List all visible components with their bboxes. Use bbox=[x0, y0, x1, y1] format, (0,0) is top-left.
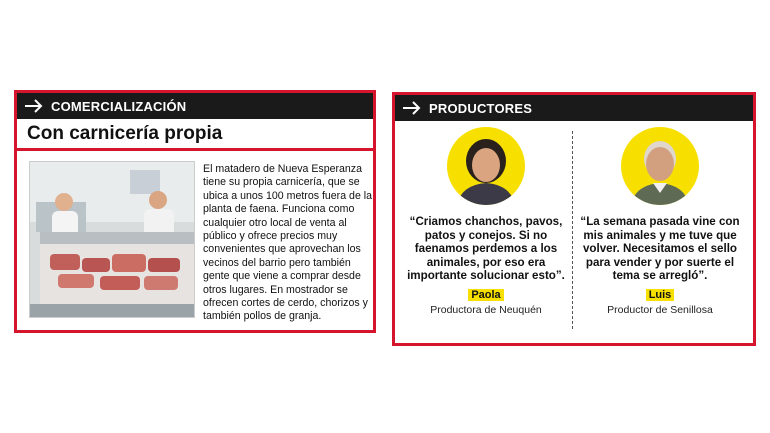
article-body: El matadero de Nueva Esperanza tiene su propia carnicería, que se ubica a unos 100 metros fuera de la planta de faena. Funciona como cualquier otro local de venta al público y ofrece precios muy convenientes que aprovechan los vecinos del barrio pero también gente que viene a comprar desde otros lugares. En mostrador se ofrecen cortes de cerdo, chorizos y también pollos de granja. bbox=[203, 163, 373, 323]
divider bbox=[17, 148, 373, 151]
avatar bbox=[447, 127, 525, 205]
producer-card bbox=[575, 127, 745, 316]
avatar bbox=[621, 127, 699, 205]
quote: “Criamos chanchos, pavos, patos y conejos. Si no faenamos perdemos a los animales, por eso era importante solucionar esto”. bbox=[407, 215, 565, 283]
arrow-right-icon bbox=[21, 93, 47, 119]
section-title: PRODUCTORES bbox=[429, 100, 533, 116]
section-bar bbox=[395, 95, 753, 121]
quote: “La semana pasada vine con mis animales y me tuve que volver. Necesitamos el sello para vender y por suerte el tema se arregló”. bbox=[580, 215, 740, 283]
comercializacion-box bbox=[14, 90, 376, 333]
person-name: Paola bbox=[468, 289, 503, 301]
section-bar bbox=[17, 93, 373, 119]
headline: Con carnicería propia bbox=[27, 123, 223, 144]
section-title: COMERCIALIZACIÓN bbox=[51, 98, 187, 114]
butcher-shop-photo bbox=[29, 161, 195, 318]
producer-card bbox=[401, 127, 571, 316]
person-name: Luis bbox=[646, 289, 675, 301]
productores-box bbox=[392, 92, 756, 346]
person-role: Productor de Senillosa bbox=[607, 303, 713, 316]
dashed-divider bbox=[572, 131, 573, 329]
person-role: Productora de Neuquén bbox=[430, 303, 542, 316]
arrow-right-icon bbox=[399, 95, 425, 121]
